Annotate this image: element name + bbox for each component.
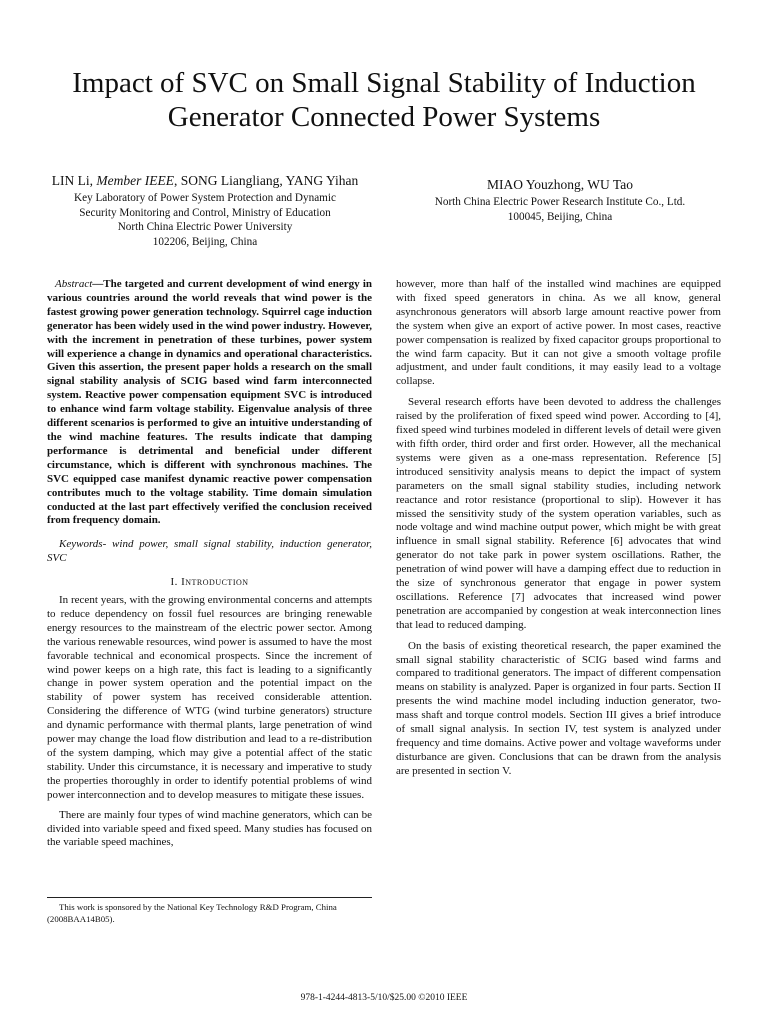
left-column	[47, 278, 372, 856]
abstract-label: Abstract	[55, 278, 93, 290]
author-names-part2: , SONG Liangliang, YANG Yihan	[173, 173, 359, 188]
author-names-left	[40, 172, 370, 189]
author-member-title: Member IEEE	[96, 173, 174, 188]
body-paragraph: There are mainly four types of wind machine generators, which can be divided into variable speed and fixed speed. Many studies has focused on the variable speed machines,	[47, 808, 372, 849]
affiliation-line: North China Electric Power University	[117, 221, 293, 234]
copyright-footer: 978-1-4244-4813-5/10/$25.00 ©2010 IEEE	[300, 993, 468, 1003]
affiliation-line: 100045, Beijing, China	[507, 210, 613, 223]
footnote	[47, 901, 372, 925]
section-heading-introduction: I. Introduction	[170, 576, 249, 589]
body-paragraph: In recent years, with the growing environmental concerns and attempts to reduce dependency on fossil fuel resources are bringing renewable energy resources to the mainstream of the electric power sector. Among the various renewable resources, wind power is assumed to have the most favorable technical and economical prospects. Since the increment of wind power keeps on a high rate, this fact is leading to a significantly change in power system operation and the potential impact on the stability of power system has received considerable attention. Considering the difference of WTG (wind turbine generators) structure and dynamic performance with thermal plants, large penetration of wind power may change the load flow distribution and lead to a re-distribution of the system damping, which may give a potential affect of the static stability. Under this circumstance, it is necessary and imperative to study the properties thoroughly in order to identify potential problems of wind power interconnection and to develop measures to mitigate these issues.	[47, 594, 372, 801]
author-names-part1: LIN Li,	[51, 173, 97, 188]
paper-title: Impact of SVC on Small Signal Stability of Induction Generator Connected Power Systems	[72, 67, 696, 133]
footnote-divider	[47, 897, 372, 898]
affiliation-line: 102206, Beijing, China	[152, 235, 258, 248]
keywords: Keywords- wind power, small signal stability, induction generator, SVC	[47, 538, 372, 565]
author-block-left	[40, 172, 370, 249]
body-paragraph: On the basis of existing theoretical research, the paper examined the small signal stability characteristic of SCIG based wind farms and compared to traditional generators. The impact of different compensation means on stability is analyzed. Paper is organized in four parts. Section II presents the wind machine model including induction generator, two-mass shaft and torque control models. Section III gives a brief introduce of small signal analysis. In section IV, test system is analyzed under frequency and time domains. Active power and voltage waveforms under disturbance are given. Conclusions that can be drawn from the analysis are presented in section V.	[396, 639, 721, 777]
right-column	[396, 278, 721, 786]
abstract	[47, 278, 372, 528]
affiliation-line: Security Monitoring and Control, Ministry of Education	[79, 206, 331, 219]
affiliation-line: Key Laboratory of Power System Protection and Dynamic	[74, 192, 336, 204]
body-paragraph: however, more than half of the installed wind machines are equipped with fixed speed generators in china. As we all know, general asynchronous generators will absorb large amount reactive power from the system when give an export of active power. In most cases, reactive power compensation is realized by fixed capacitor groups proportional to the wind farm capacity. But it can not give a smooth voltage profile adjustment, and under fault conditions, it may easily lead to a voltage collapse.	[396, 278, 721, 388]
footnote-text: This work is sponsored by the National Key Technology R&D Program, China (2008BAA14B05).	[47, 902, 337, 924]
body-paragraph: Several research efforts have been devoted to address the challenges raised by the proliferation of fixed speed wind power. According to [4], fixed speed wind turbines modeled in different levels of detail were given with fifth order, third order and first order. However, all the mechanical systems were given as a one-mass representation. Reference [5] introduced sensitivity analysis means to depict the impact of system parameters on the small signal stability studies, including network reactance and rotor resistance (proportional to slip). However it has missed the sensitivity study of the system operation variables, such as node voltage and wind machine output power, which might be with great influence in small signal stability. Reference [6] advocates that wind generator do not take park in power system oscillations. Rather, the penetration of wind power will have a damping effect due to reduction in the size of synchronous generator that engage in power system oscillations. Reference [7] advocates that increased wind power penetration are accompanied by congestion at weak interconnection lines that lead to reduced damping.	[396, 396, 721, 631]
abstract-text: —The targeted and current development of wind energy in various countries around the world reveals that wind power is the fastest growing power generation technology. Squirrel cage induction generator has been widely used in the wind power industry. However, with the increment in penetration of these turbines, power system will experience a change in dynamics and operational characteristics. Given this assertion, the present paper holds a research on the small signal stability analysis of SCIG based wind farm interconnected system. Reactive power compensation equipment SVC is introduced to enhance wind farm voltage stability. Eigenvalue analysis of three different scenarios is performed to give an intuitive understanding of the wind machine features. The results indicate that damping performance is detrimental and beneficial under different circumstance, which is different with synchronous machines. The SVC equipped case manifest dynamic reactive power compensation contributes much to the voltage stability. Time domain simulation conducted at the last part effectively verified the conclusion received from frequency domain.	[47, 278, 372, 527]
author-names-right: MIAO Youzhong, WU Tao	[487, 177, 633, 192]
affiliation-line: North China Electric Power Research Institute Co., Ltd.	[434, 196, 686, 208]
author-block-right	[400, 176, 720, 224]
